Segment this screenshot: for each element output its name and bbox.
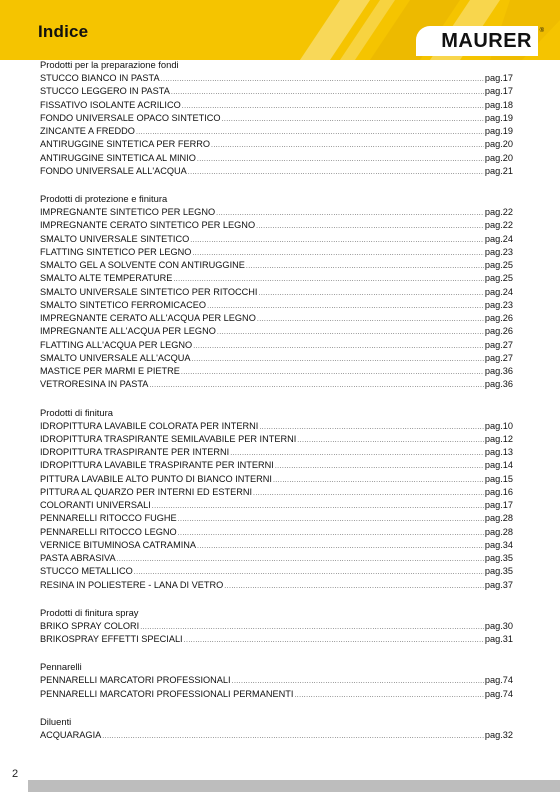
dot-leader: [207, 299, 484, 313]
toc-entry[interactable]: [40, 688, 513, 701]
entry-page: pag.23: [484, 246, 513, 257]
toc-entry[interactable]: [40, 325, 513, 338]
toc-entry[interactable]: [40, 365, 513, 378]
entry-name: IDROPITTURA TRASPIRANTE SEMILAVABILE PER INTERNI: [40, 433, 297, 444]
entry-name: VERNICE BITUMINOSA CATRAMINA: [40, 539, 197, 550]
entry-page: pag.25: [484, 273, 513, 284]
entry-name: IMPREGNANTE ALL'ACQUA PER LEGNO: [40, 326, 216, 337]
entry-page: pag.36: [484, 379, 513, 390]
toc-entry[interactable]: [40, 499, 513, 512]
dot-leader: [192, 352, 484, 366]
section-title: Prodotti di finitura spray: [40, 606, 139, 618]
dot-leader: [197, 152, 484, 166]
section-title: Prodotti di protezione e finitura: [40, 193, 168, 204]
toc-entry[interactable]: [40, 259, 513, 272]
dot-leader: [117, 552, 484, 566]
entry-page: pag.27: [484, 339, 513, 350]
entry-name: ZINCANTE A FREDDO: [40, 126, 135, 136]
toc-entry[interactable]: [40, 138, 513, 151]
entry-name: PITTURA AL QUARZO PER INTERNI ED ESTERNI: [40, 486, 253, 497]
toc-entry[interactable]: [40, 312, 513, 325]
toc-entry[interactable]: [40, 378, 513, 391]
entry-name: PENNARELLI MARCATORI PROFESSIONALI PERMANENTI: [40, 688, 294, 699]
toc-entry[interactable]: [40, 633, 513, 646]
entry-name: ANTIRUGGINE SINTETICA PER FERRO: [40, 139, 210, 150]
entry-page: pag.19: [484, 126, 513, 136]
entry-name: SMALTO UNIVERSALE ALL'ACQUA: [40, 352, 191, 363]
dot-leader: [257, 312, 484, 326]
dot-leader: [253, 486, 484, 500]
entry-page: pag.26: [484, 313, 513, 323]
dot-leader: [211, 138, 484, 152]
entry-name: STUCCO BIANCO IN PASTA: [40, 73, 160, 83]
toc-entry[interactable]: [40, 729, 513, 742]
toc-section: [40, 406, 513, 592]
dot-leader: [197, 539, 484, 553]
entry-name: IMPREGNANTE SINTETICO PER LEGNO: [40, 207, 216, 217]
entry-page: pag.34: [484, 539, 513, 550]
entry-name: RESINA IN POLIESTERE - LANA DI VETRO: [40, 579, 224, 590]
toc-entry[interactable]: [40, 246, 513, 259]
dot-leader: [246, 259, 484, 273]
entry-name: BRIKOSPRAY EFFETTI SPECIALI: [40, 634, 183, 644]
dot-leader: [178, 526, 484, 540]
entry-page: pag.13: [484, 447, 513, 457]
toc-entry[interactable]: [40, 299, 513, 312]
entry-name: SMALTO ALTE TEMPERATURE: [40, 273, 173, 284]
entry-name: BRIKO SPRAY COLORI: [40, 620, 140, 631]
dot-leader: [178, 512, 484, 526]
entry-page: pag.27: [484, 352, 513, 363]
entry-page: pag.31: [484, 634, 513, 644]
entry-page: pag.17: [484, 500, 513, 510]
entry-name: IMPREGNANTE CERATO SINTETICO PER LEGNO: [40, 220, 256, 231]
dot-leader: [222, 112, 484, 126]
entry-name: FLATTING SINTETICO PER LEGNO: [40, 246, 192, 257]
toc-entry[interactable]: [40, 85, 513, 98]
section-title: Pennarelli: [40, 661, 82, 673]
toc-entry[interactable]: [40, 565, 513, 578]
toc-entry[interactable]: [40, 339, 513, 352]
entry-page: pag.15: [484, 473, 513, 484]
toc-entry[interactable]: [40, 459, 513, 472]
dot-leader: [149, 378, 483, 392]
dot-leader: [297, 433, 484, 447]
dot-leader: [259, 420, 484, 434]
entry-page: pag.74: [484, 675, 513, 686]
entry-name: MASTICE PER MARMI E PIETRE: [40, 366, 180, 376]
entry-page: pag.74: [484, 688, 513, 699]
toc-section: [40, 58, 513, 178]
toc-entry[interactable]: [40, 219, 513, 232]
dot-leader: [224, 579, 484, 593]
dot-leader: [232, 674, 484, 688]
entry-name: SMALTO UNIVERSALE SINTETICO PER RITOCCHI: [40, 286, 258, 297]
toc-entry[interactable]: [40, 272, 513, 285]
entry-name: IMPREGNANTE CERATO ALL'ACQUA PER LEGNO: [40, 313, 256, 323]
toc-entry[interactable]: [40, 473, 513, 486]
dot-leader: [134, 565, 484, 579]
dot-leader: [273, 473, 484, 487]
dot-leader: [102, 729, 484, 743]
entry-page: pag.14: [484, 460, 513, 471]
entry-name: STUCCO METALLICO: [40, 566, 133, 577]
entry-page: pag.30: [484, 620, 513, 631]
dot-leader: [182, 99, 484, 113]
entry-name: STUCCO LEGGERO IN PASTA: [40, 86, 170, 97]
entry-page: pag.37: [484, 579, 513, 590]
dot-leader: [173, 272, 483, 286]
dot-leader: [171, 85, 484, 99]
entry-page: pag.28: [484, 526, 513, 537]
entry-page: pag.10: [484, 420, 513, 431]
entry-name: SMALTO SINTETICO FERROMICACEO: [40, 299, 207, 310]
entry-name: FONDO UNIVERSALE OPACO SINTETICO: [40, 112, 221, 123]
entry-name: SMALTO GEL A SOLVENTE CON ANTIRUGGINE: [40, 260, 245, 270]
entry-name: ACQUARAGIA: [40, 729, 102, 740]
dot-leader: [181, 365, 484, 379]
toc-entry[interactable]: [40, 512, 513, 525]
entry-name: FLATTING ALL'ACQUA PER LEGNO: [40, 339, 193, 350]
brand-logo: MAURER: [441, 30, 532, 52]
entry-name: IDROPITTURA LAVABILE COLORATA PER INTERNI: [40, 420, 259, 431]
toc-entry[interactable]: [40, 420, 513, 433]
page-number: 2: [12, 768, 19, 780]
toc-entry[interactable]: [40, 152, 513, 165]
entry-name: IDROPITTURA TRASPIRANTE PER INTERNI: [40, 447, 230, 457]
section-title: Prodotti per la preparazione fondi: [40, 59, 179, 70]
toc-entry[interactable]: [40, 433, 513, 446]
toc-entry[interactable]: [40, 112, 513, 125]
entry-page: pag.26: [484, 326, 513, 337]
toc-section: [40, 715, 513, 742]
dot-leader: [192, 246, 483, 260]
entry-page: pag.35: [484, 566, 513, 577]
entry-page: pag.17: [484, 86, 513, 97]
entry-name: PASTA ABRASIVA: [40, 553, 116, 563]
entry-page: pag.35: [484, 553, 513, 563]
dot-leader: [258, 286, 483, 300]
toc-entry[interactable]: [40, 539, 513, 552]
entry-name: FONDO UNIVERSALE ALL'ACQUA: [40, 165, 187, 176]
toc-entry[interactable]: [40, 99, 513, 112]
dot-leader: [136, 125, 484, 139]
dot-leader: [294, 688, 484, 702]
section-title: Diluenti: [40, 715, 72, 727]
dot-leader: [140, 620, 484, 634]
toc-entry[interactable]: [40, 579, 513, 592]
entry-page: pag.25: [484, 260, 513, 270]
dot-leader: [275, 459, 484, 473]
entry-name: PENNARELLI MARCATORI PROFESSIONALI: [40, 675, 231, 686]
entry-page: pag.28: [484, 513, 513, 524]
entry-page: pag.24: [484, 233, 513, 244]
toc-entry[interactable]: [40, 552, 513, 565]
table-of-contents: [40, 58, 513, 742]
dot-leader: [193, 339, 484, 353]
toc-entry[interactable]: [40, 486, 513, 499]
entry-page: pag.23: [484, 299, 513, 310]
entry-name: PENNARELLI RITOCCO LEGNO: [40, 526, 177, 537]
dot-leader: [184, 633, 484, 647]
entry-page: pag.16: [484, 486, 513, 497]
section-title: Prodotti di finitura: [40, 406, 113, 418]
toc-entry[interactable]: [40, 620, 513, 633]
entry-name: VETRORESINA IN PASTA: [40, 379, 149, 390]
entry-name: SMALTO UNIVERSALE SINTETICO: [40, 233, 190, 244]
entry-page: pag.22: [484, 220, 513, 231]
dot-leader: [190, 233, 484, 247]
toc-section: [40, 606, 513, 647]
entry-page: pag.36: [484, 366, 513, 376]
dot-leader: [256, 219, 484, 233]
toc-entry[interactable]: [40, 286, 513, 299]
entry-name: COLORANTI UNIVERSALI: [40, 500, 151, 510]
entry-page: pag.19: [484, 112, 513, 123]
dot-leader: [161, 72, 484, 86]
dot-leader: [230, 446, 484, 460]
toc-entry[interactable]: [40, 206, 513, 219]
footer-bar: [28, 780, 560, 792]
entry-name: PENNARELLI RITOCCO FUGHE: [40, 513, 177, 524]
dot-leader: [188, 165, 484, 179]
toc-entry[interactable]: [40, 674, 513, 687]
entry-name: PITTURA LAVABILE ALTO PUNTO DI BIANCO INTERNI: [40, 473, 272, 484]
toc-entry[interactable]: [40, 165, 513, 178]
entry-page: pag.20: [484, 139, 513, 150]
registered-mark: ®: [539, 28, 544, 34]
toc-section: [40, 192, 513, 392]
toc-entry[interactable]: [40, 233, 513, 246]
dot-leader: [152, 499, 484, 513]
toc-entry[interactable]: [40, 446, 513, 459]
entry-page: pag.32: [484, 729, 513, 740]
entry-name: ANTIRUGGINE SINTETICA AL MINIO: [40, 152, 196, 163]
dot-leader: [217, 325, 484, 339]
entry-name: IDROPITTURA LAVABILE TRASPIRANTE PER INTERNI: [40, 460, 274, 471]
entry-name: FISSATIVO ISOLANTE ACRILICO: [40, 99, 181, 110]
entry-page: pag.20: [484, 152, 513, 163]
entry-page: pag.22: [484, 207, 513, 217]
header-banner: [0, 0, 560, 60]
toc-entry[interactable]: [40, 526, 513, 539]
toc-section: [40, 660, 513, 701]
toc-entry[interactable]: [40, 352, 513, 365]
toc-entry[interactable]: [40, 72, 513, 85]
toc-entry[interactable]: [40, 125, 513, 138]
entry-page: pag.21: [484, 165, 513, 176]
page-title: Indice: [38, 22, 89, 41]
dot-leader: [216, 206, 484, 220]
entry-page: pag.17: [484, 73, 513, 83]
entry-page: pag.12: [484, 433, 513, 444]
entry-page: pag.18: [484, 99, 513, 110]
entry-page: pag.24: [484, 286, 513, 297]
